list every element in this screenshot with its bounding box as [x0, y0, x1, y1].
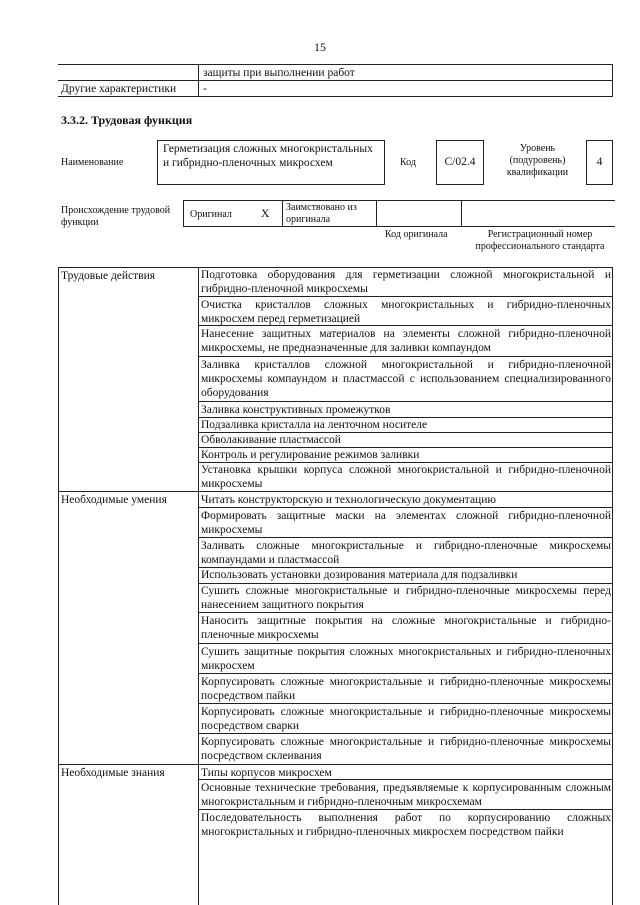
table-row: Подзаливка кристалла на ленточном носителе [201, 419, 428, 431]
table-row: Основные технические требования, предъявляемые к корпусированным сложным многокристальным и гибридно-пленочным микросхемам [201, 782, 611, 808]
table-row: Заливать сложные многокристальные и гибридно-пленочные микросхемы компаундами и пластмассой [201, 540, 611, 566]
table-row: Читать конструкторскую и технологическую документацию [201, 494, 496, 506]
original-label: Оригинал [190, 209, 232, 220]
category-labor-actions: Трудовые действия [61, 270, 156, 282]
code-original-label: Код оригинала [385, 229, 448, 240]
table-row: Корпусировать сложные многокристальные и гибридно-пленочные микросхемы посредством пайки [201, 676, 611, 702]
table-row: Корпусировать сложные многокристальные и гибридно-пленочные микросхемы посредством сварки [201, 706, 611, 732]
table-row: Подготовка оборудования для герметизации сложной многокристальной и гибридно-пленочной микросхемы [201, 269, 611, 295]
table-row: Обволакивание пластмассой [201, 434, 341, 446]
name-value: Герметизация сложных многокристальных и гибридно-пленочных микросхем [163, 143, 373, 169]
table-row: Контроль и регулирование режимов заливки [201, 449, 420, 461]
table-row: Установка крышки корпуса сложной многокристальной и гибридно-пленочной микросхемы [201, 464, 611, 490]
code-value: C/02.4 [444, 156, 476, 168]
reg-number-label: Регистрационный номер профессионального стандарта [475, 229, 605, 252]
table-row: Использовать установки дозирования материала для подзаливки [201, 569, 518, 581]
table-row: Заливка кристаллов сложной многокристальной и гибридно-пленочной микросхемы компаундом и пластмассой с использованием специализированного оборудования [201, 359, 611, 399]
category-required-knowledge: Необходимые знания [61, 767, 165, 779]
name-label: Наименование [61, 157, 124, 168]
table-row: Нанесение защитных материалов на элементы сложной гибридно-пленочной микросхемы, не предназначенные для заливки компаундом [201, 328, 611, 354]
category-required-skills: Необходимые умения [61, 494, 167, 506]
level-value: 4 [596, 156, 603, 168]
level-label: Уровень (подуровень) квалификации [506, 143, 569, 178]
table-row: Сушить защитные покрытия сложных многокристальных и гибридно-пленочных микросхем [201, 646, 611, 672]
table-row: Заливка конструктивных промежутков [201, 404, 391, 416]
top-continued-text: защиты при выполнении работ [203, 67, 355, 79]
other-characteristics-label: Другие характеристики [61, 83, 177, 95]
table-row: Последовательность выполнения работ по корпусированию сложных многокристальных и гибридно-пленочных микросхем посредством пайки [201, 812, 611, 838]
table-row: Сушить сложные многокристальные и гибридно-пленочные микросхемы перед нанесением защитного покрытия [201, 585, 611, 611]
table-row: Формировать защитные маски на элементах сложной гибридно-пленочной микросхемы [201, 510, 611, 536]
table-row: Типы корпусов микросхем [201, 767, 332, 779]
table-row: Корпусировать сложные многокристальные и гибридно-пленочные микросхемы посредством склеивания [201, 736, 611, 762]
original-mark: X [261, 208, 270, 220]
table-row: Наносить защитные покрытия на сложные многокристальные и гибридно-пленочные микросхемы [201, 615, 611, 641]
code-label: Код [400, 157, 416, 168]
page-number: 15 [314, 40, 326, 54]
table-row: Очистка кристаллов сложных многокристальных и гибридно-пленочных микросхем перед герметизацией [201, 299, 611, 325]
origin-label: Происхождение трудовой функции [61, 205, 171, 228]
section-title: 3.3.2. Трудовая функция [61, 113, 193, 127]
other-characteristics-value: - [203, 83, 207, 95]
borrowed-label: Заимствовано из оригинала [286, 202, 357, 225]
